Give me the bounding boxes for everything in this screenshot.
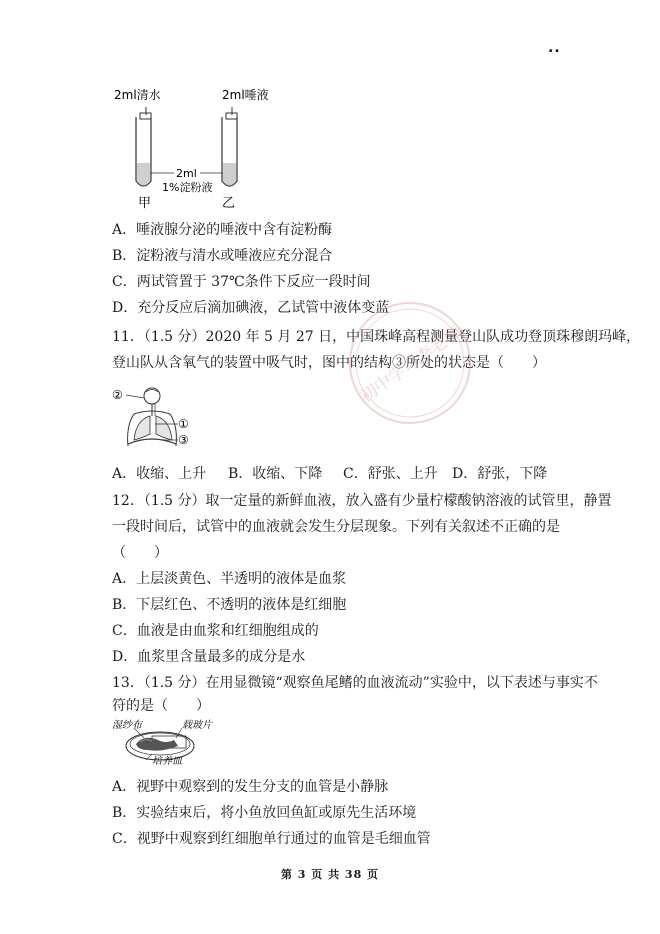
fish-label-dish: 培养皿 bbox=[152, 756, 182, 766]
resp-label-2: ② bbox=[112, 388, 123, 402]
q11-option-b: B．收缩、下降 bbox=[228, 466, 323, 482]
q11-option-a: A．收缩、上升 bbox=[112, 466, 207, 482]
tube-middle-label-starch: 1%淀粉液 bbox=[162, 181, 213, 194]
q10-option-d: D．充分反应后滴加碘液，乙试管中液体变蓝 bbox=[112, 300, 390, 316]
q12-option-c: C．血液是由血浆和红细胞组成的 bbox=[112, 623, 319, 639]
q11-option-d: D．舒张，下降 bbox=[452, 466, 548, 482]
corner-mark: .. bbox=[548, 40, 561, 56]
q13-stem-line-1: 13．（1.5 分）在用显微镜“观察鱼尾鳍的血液流动”实验中，以下表述与事实不 bbox=[112, 675, 598, 691]
watermark-stamp bbox=[345, 298, 475, 428]
test-tube-figure bbox=[110, 85, 270, 210]
resp-label-1: ① bbox=[178, 417, 189, 431]
resp-label-3: ③ bbox=[178, 433, 189, 447]
tube-middle-label-volume: 2ml bbox=[176, 167, 197, 180]
page-footer: 第 3 页 共 38 页 bbox=[280, 868, 380, 881]
q12-stem-line-1: 12．（1.5 分）取一定量的新鲜血液，放入盛有少量柠檬酸钠溶液的试管里，静置 bbox=[112, 493, 612, 509]
tube-b-label: 乙 bbox=[222, 196, 236, 210]
tube-right bbox=[222, 107, 237, 186]
tube-right-label: 2ml唾液 bbox=[222, 88, 269, 102]
q13-option-a: A．视野中观察到的发生分支的血管是小静脉 bbox=[112, 779, 389, 795]
q10-option-b: B．淀粉液与清水或唾液应充分混合 bbox=[112, 248, 333, 264]
fish-label-slide: 载玻片 bbox=[182, 720, 212, 731]
q10-option-a: A．唾液腺分泌的唾液中含有淀粉酶 bbox=[112, 222, 333, 238]
fish-experiment-figure bbox=[112, 718, 222, 766]
fish-label-gauze: 湿纱布 bbox=[112, 720, 142, 731]
q12-stem-line-2: 一段时间后，试管中的血液就会发生分层现象。下列有关叙述不正确的是 bbox=[112, 519, 560, 535]
q13-option-b: B．实验结束后，将小鱼放回鱼缸或原先生活环境 bbox=[112, 805, 417, 821]
q12-option-a: A．上层淡黄色、半透明的液体是血浆 bbox=[112, 571, 347, 587]
q12-option-b: B．下层红色、不透明的液体是红细胞 bbox=[112, 597, 347, 613]
q10-option-c: C．两试管置于 37℃条件下反应一段时间 bbox=[112, 274, 371, 290]
q11-option-c: C．舒张、上升 bbox=[343, 466, 438, 482]
tube-left-label: 2ml清水 bbox=[114, 88, 161, 102]
tube-left bbox=[136, 107, 151, 186]
tube-a-label: 甲 bbox=[138, 196, 152, 210]
q11-stem-line-2: 登山队从含氧气的装置中吸气时，图中的结构③所处的状态是（ ） bbox=[112, 355, 546, 371]
watermark-text: 初中学习李老师 bbox=[356, 322, 466, 407]
q12-stem-line-3: （ ） bbox=[112, 545, 168, 561]
q12-option-d: D．血浆里含量最多的成分是水 bbox=[112, 649, 306, 665]
q13-stem-line-2: 符的是（ ） bbox=[112, 698, 210, 714]
respiratory-system-figure bbox=[112, 386, 192, 450]
q13-option-c: C．视野中观察到红细胞单行通过的血管是毛细血管 bbox=[112, 831, 431, 847]
q11-stem-line-1: 11．（1.5 分）2020 年 5 月 27 日，中国珠峰高程测量登山队成功登顶珠穆朗玛峰， bbox=[112, 329, 641, 345]
